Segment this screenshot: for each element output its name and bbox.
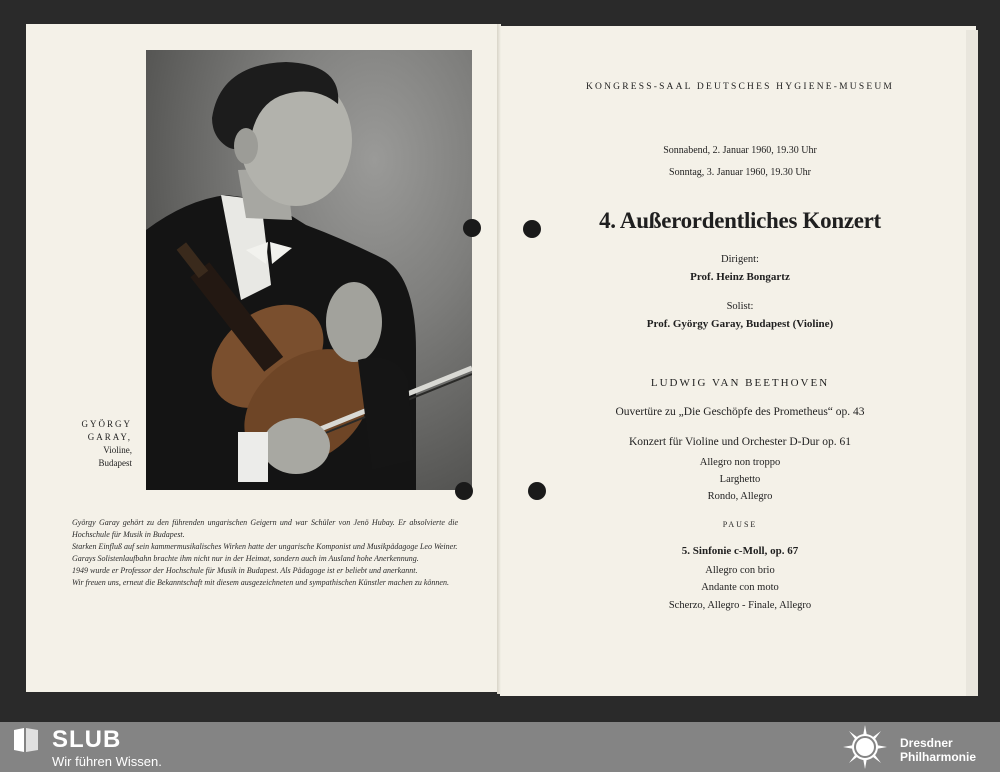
slub-logo-text[interactable]: SLUB [52,726,122,753]
philharmonie-logo-text[interactable] [900,736,976,764]
caption-instrument: Violine, [103,445,132,455]
page-edge [966,30,978,696]
pause-label: PAUSE [722,520,758,529]
movement: Allegro non troppo [699,457,781,468]
conductor-name: Prof. Heinz Bongartz [690,271,790,283]
date-line: Sonntag, 3. Januar 1960, 19.30 Uhr [669,167,811,178]
conductor-label: Dirigent: [721,254,759,265]
soloist-name: Prof. György Garay, Budapest (Violine) [646,318,834,330]
composer-name: LUDWIG VAN BEETHOVEN [650,377,830,389]
bio-paragraph: Starken Einfluß auf sein kammermusikalisches Wirken hatte der ungarische Komponist und Musikpädagoge Leo Weiner. [72,542,458,551]
biography-text [72,517,458,589]
concert-title: 4. Außerordentliches Konzert [599,208,881,233]
right-page [500,26,976,696]
bio-paragraph: Garays Solistenlaufbahn brachte ihm nicht nur in der Heimat, sondern auch im Ausland hohe Anerkennung. [72,554,419,563]
partner-line: Dresdner [900,736,953,750]
photo-caption [40,418,132,470]
bio-paragraph: Wir freuen uns, erneut die Bekanntschaft mit diesem ausgezeichneten und sympathischen Künstler machen zu können. [72,578,449,587]
work-overture: Ouvertüre zu „Die Geschöpfe des Prometheus“ op. 43 [615,406,865,418]
movement: Allegro con brio [705,565,775,576]
bio-paragraph: 1949 wurde er Professor der Hochschule für Musik in Budapest. Als Pädagoge ist er beliebt und anerkannt. [72,566,418,575]
work-symphony: 5. Sinfonie c-Moll, op. 67 [681,545,799,557]
venue-heading: KONGRESS-SAAL DEUTSCHES HYGIENE-MUSEUM [585,82,895,92]
movement: Scherzo, Allegro - Finale, Allegro [668,600,812,611]
caption-name-line1: GYÖRGY [81,419,132,429]
movement: Rondo, Allegro [707,491,773,502]
violinist-photo [146,50,472,490]
punch-hole [463,219,481,237]
caption-name-line2: GARAY, [87,432,132,442]
partner-line: Philharmonie [900,750,977,764]
caption-city: Budapest [98,458,132,468]
slub-tagline: Wir führen Wissen. [52,754,162,769]
bio-paragraph: György Garay gehört zu den führenden ungarischen Geigern und war Schüler von Jenö Hubay. Er absolvierte die Hochschule für Musik in Budapest. [72,518,458,539]
concert-dates [530,140,950,184]
soloist-label: Solist: [726,301,754,312]
date-line: Sonnabend, 2. Januar 1960, 19.30 Uhr [663,145,817,156]
page-fold [497,24,501,694]
punch-hole [455,482,473,500]
movement: Larghetto [719,474,761,485]
movement: Andante con moto [701,582,779,593]
work-violin-concerto: Konzert für Violine und Orchester D-Dur op. 61 [628,436,851,448]
philharmonie-sun-icon [842,724,888,770]
slub-book-icon [12,726,40,754]
